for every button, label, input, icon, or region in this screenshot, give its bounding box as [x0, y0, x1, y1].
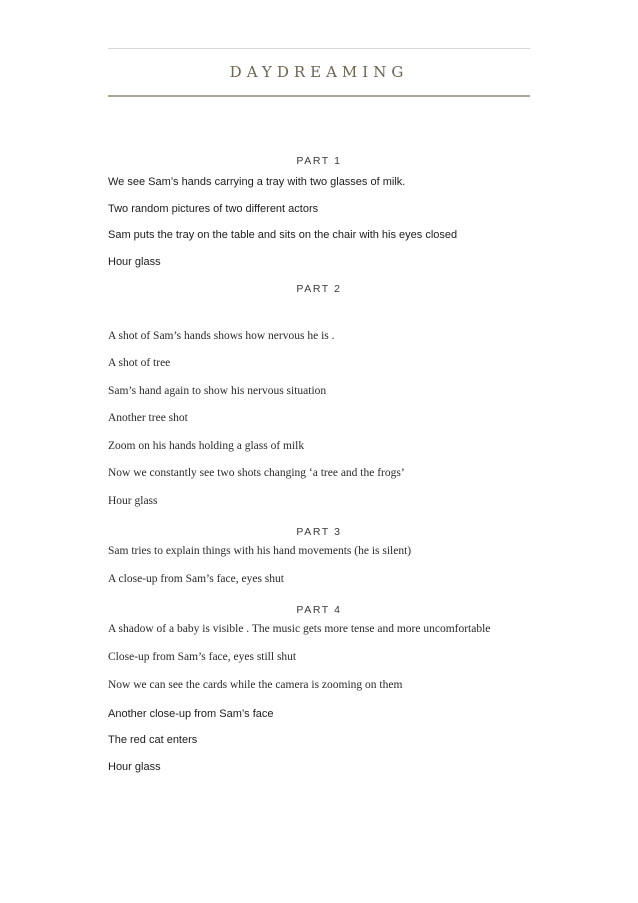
part-2-line: A shot of tree: [108, 357, 171, 369]
part-3-line: A close-up from Sam’s face, eyes shut: [108, 573, 284, 585]
part-1-line: We see Sam’s hands carrying a tray with two glasses of milk.: [108, 176, 406, 188]
document-title: DAYDREAMING: [229, 63, 409, 81]
part-1-line: Two random pictures of two different actors: [108, 203, 319, 215]
part-4-line: Hour glass: [108, 761, 161, 773]
part-2-line: Another tree shot: [108, 412, 188, 424]
part-2-line: A shot of Sam’s hands shows how nervous he is .: [108, 330, 335, 342]
part-2-line: Now we constantly see two shots changing ‘a tree and the frogs’: [108, 467, 405, 479]
part-4-line: A shadow of a baby is visible . The music gets more tense and more uncomfortable: [108, 623, 491, 635]
part-1-line: Hour glass: [108, 256, 161, 268]
part-4-heading: PART 4: [296, 604, 342, 616]
part-2-line: Hour glass: [108, 495, 158, 507]
part-4-line: Close-up from Sam’s face, eyes still shut: [108, 651, 297, 663]
part-3-line: Sam tries to explain things with his hand movements (he is silent): [108, 545, 412, 557]
part-4-line: The red cat enters: [108, 734, 198, 746]
part-2-line: Sam’s hand again to show his nervous situation: [108, 385, 327, 397]
top-divider: [108, 48, 530, 49]
part-2-heading: PART 2: [296, 283, 342, 295]
part-1-heading: PART 1: [296, 155, 342, 167]
part-2-line: Zoom on his hands holding a glass of milk: [108, 440, 305, 452]
part-4-line: Now we can see the cards while the camera is zooming on them: [108, 679, 403, 691]
part-3-heading: PART 3: [296, 526, 342, 538]
part-1-line: Sam puts the tray on the table and sits on the chair with his eyes closed: [108, 229, 458, 241]
part-4-line: Another close-up from Sam’s face: [108, 708, 274, 720]
title-underline: [108, 95, 530, 97]
